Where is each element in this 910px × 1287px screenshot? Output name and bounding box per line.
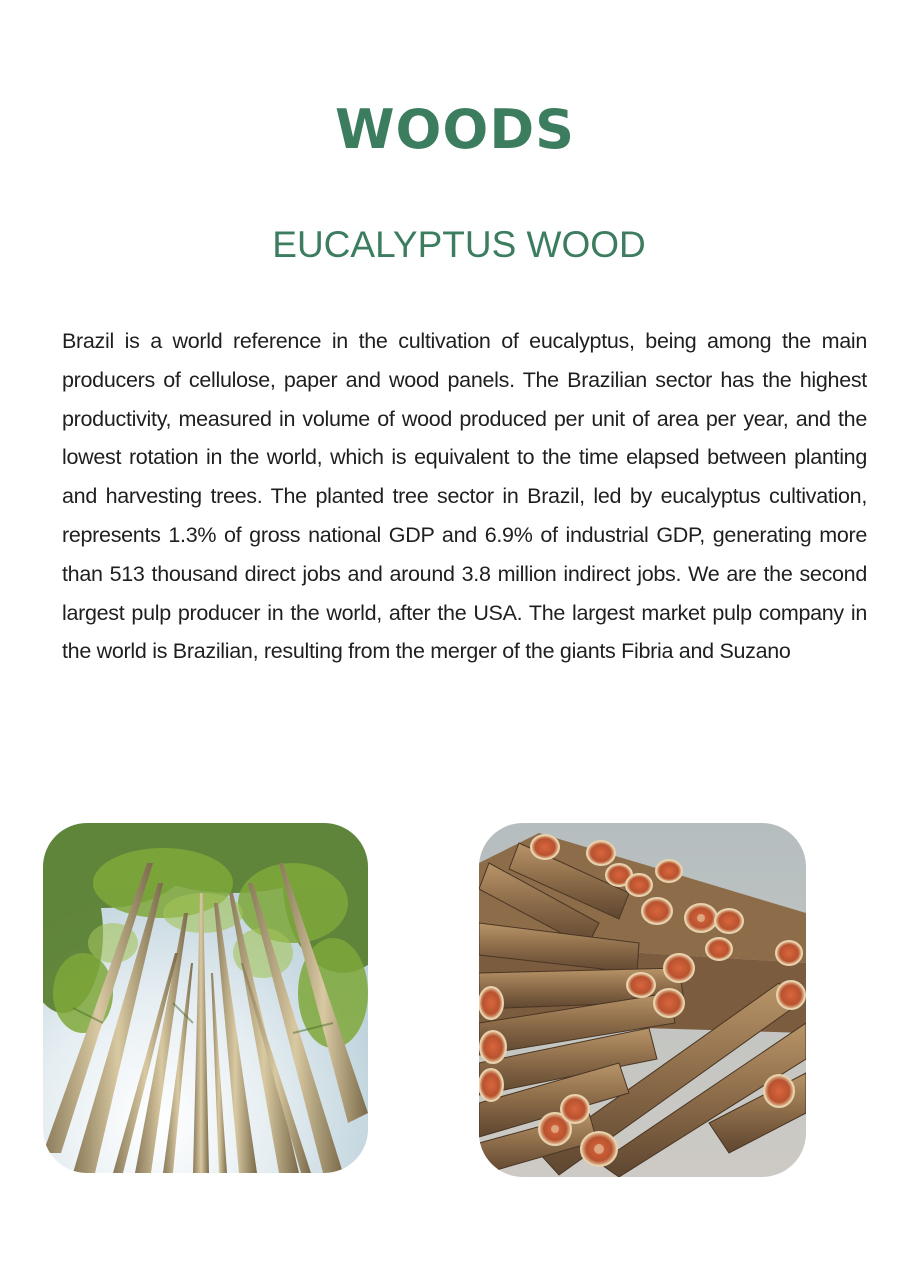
stacked-logs-illustration [479, 823, 806, 1177]
body-paragraph: Brazil is a world reference in the cultivation of eucalyptus, being among the main producers of cellulose, paper and wood panels. The Brazilian sector has the highest productivity, measured in volume of wood produced per unit of area per year, and the lowest rotation in the world, which is equivalent to the time elapsed between planting and harvesting trees. The planted tree sector in Brazil, led by eucalyptus cultivation, represents 1.3% of gross national GDP and 6.9% of industrial GDP, generating more than 513 thousand direct jobs and around 3.8 million indirect jobs. We are the second largest pulp producer in the world, after the USA. The largest market pulp company in the world is Brazilian, resulting from the merger of the giants Fibria and Suzano [62, 329, 867, 664]
stacked-logs-photo [479, 823, 806, 1177]
eucalyptus-forest-photo [43, 823, 368, 1173]
page-title: WOODS [334, 98, 576, 161]
section-title: EUCALYPTUS WOOD [272, 224, 646, 265]
eucalyptus-forest-illustration [43, 823, 368, 1173]
